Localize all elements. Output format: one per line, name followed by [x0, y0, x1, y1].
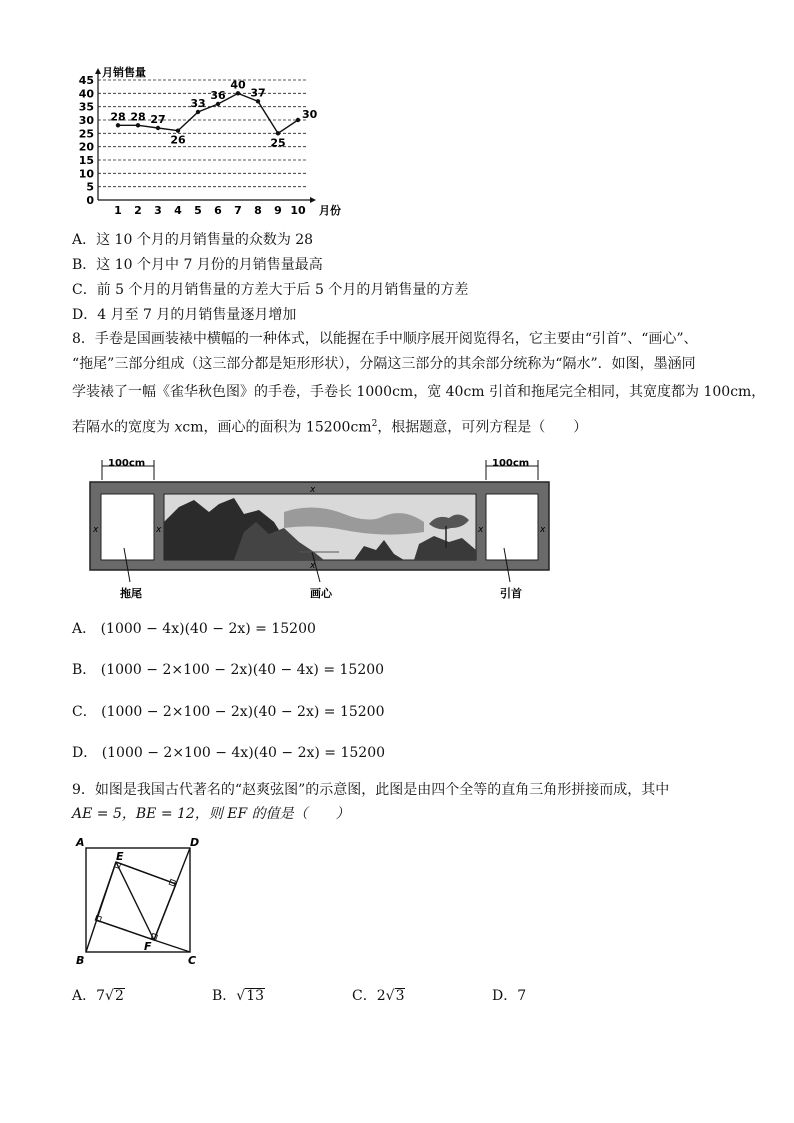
- data-label-3: 27: [150, 113, 166, 126]
- point-a: A: [76, 836, 85, 849]
- q8-option-b: [72, 661, 384, 679]
- q8-stem-4c: ，根据题意，可列方程是（ ）: [377, 419, 588, 436]
- label-huaxin: 画心: [310, 587, 332, 600]
- x-tick-9: 9: [274, 204, 282, 217]
- data-point-7: [236, 91, 240, 95]
- data-point-10: [296, 118, 300, 122]
- x-tick-10: 10: [290, 204, 306, 217]
- y-tick-45: 45: [78, 74, 94, 87]
- monthly-sales-line-chart: [66, 64, 356, 224]
- q9-option-a: A．7√2: [72, 988, 124, 1004]
- huaxin-painting: [164, 494, 476, 560]
- q8-option-d-expr: (1000 − 2×100 − 4x)(40 − 2x) = 15200: [101, 745, 386, 761]
- data-point-3: [156, 126, 160, 130]
- label-yinshou: 引首: [500, 587, 522, 600]
- q7-option-a: A．这 10 个月的月销售量的众数为 28: [72, 232, 314, 248]
- label-tuowei: 拖尾: [120, 587, 142, 600]
- q8-sup: 2: [371, 419, 378, 429]
- y-tick-20: 20: [78, 140, 94, 154]
- x-mark-top: x: [310, 485, 316, 495]
- dim-right-label: 100cm: [492, 458, 530, 469]
- q9-option-a-rad: 2: [114, 988, 124, 1004]
- data-label-7: 40: [230, 78, 246, 92]
- data-label-4: 26: [170, 133, 186, 147]
- q9-option-b: B．√13: [212, 988, 265, 1004]
- q9-option-d: [492, 985, 526, 1005]
- q8-stem-line-4: [72, 415, 587, 437]
- q9-option-b-rad: 13: [246, 988, 265, 1004]
- data-label-9: 25: [270, 136, 286, 150]
- data-label-10: 30: [302, 108, 318, 121]
- y-tick-35: 35: [78, 100, 94, 114]
- q8-stem-line-2: “拖尾”三部分组成（这三部分都是矩形形状），分隔这三部分的其余部分统称为“隔水”．如图，墨涵同: [72, 356, 696, 372]
- q9-option-c-coef: 2: [376, 988, 386, 1004]
- y-tick-5: 5: [86, 180, 94, 194]
- data-label-8: 37: [250, 86, 266, 100]
- y-tick-25: 25: [78, 127, 94, 141]
- q8-stem-4a: 若隔水的宽度为: [72, 419, 175, 436]
- handscroll-figure: [84, 452, 564, 602]
- q8-option-b-expr: (1000 − 2×100 − 2x)(40 − 4x) = 15200: [100, 662, 385, 678]
- point-d: D: [190, 836, 200, 849]
- y-tick-40: 40: [78, 87, 94, 101]
- data-point-2: [136, 123, 140, 127]
- yinshou-panel: [486, 494, 538, 560]
- q9-option-c-letter: C．: [352, 988, 377, 1004]
- q9-stem-line-2: AE = 5，BE = 12，则 EF 的值是（ ）: [72, 806, 350, 822]
- data-label-2: 28: [130, 110, 146, 124]
- x-tick-1: 1: [114, 204, 122, 217]
- x-tick-6: 6: [214, 204, 222, 217]
- x-tick-7: 7: [234, 204, 242, 217]
- q9-option-a-coef: 7: [96, 988, 106, 1004]
- data-label-5: 33: [190, 97, 206, 110]
- q8-stem-4b: cm，画心的面积为 15200cm: [182, 419, 372, 436]
- point-c: C: [188, 954, 197, 967]
- x-mark-left-outer: x: [93, 525, 99, 535]
- chart-data-labels: [110, 78, 317, 149]
- q8-option-c-expr: (1000 − 2×100 − 2x)(40 − 2x) = 15200: [101, 704, 385, 720]
- y-tick-0: 0: [86, 194, 94, 207]
- q7-option-b: B．这 10 个月中 7 月份的月销售量最高: [72, 257, 323, 273]
- q8-option-b-letter: B．: [72, 662, 97, 678]
- q8-stem-line-3: 学装裱了一幅《雀华秋色图》的手卷，手卷长 1000cm，宽 40cm 引首和拖尾完全相同，其宽度都为 100cm，: [72, 384, 766, 400]
- x-tick-4: 4: [174, 204, 182, 217]
- data-point-1: [116, 123, 120, 127]
- data-point-8: [256, 99, 260, 103]
- q7-option-d: D．4 月至 7 月的月销售量逐月增加: [72, 307, 297, 323]
- q9-stem-line-1: 9．如图是我国古代著名的“赵爽弦图”的示意图，此图是由四个全等的直角三角形拼接而成，其中: [72, 782, 670, 798]
- x-tick-5: 5: [194, 204, 202, 217]
- q8-option-d: [72, 744, 385, 762]
- chart-grid: [98, 80, 306, 187]
- data-point-5: [196, 110, 200, 114]
- x-mark-left-inner: x: [156, 525, 162, 535]
- chart-x-axis-label: 月份: [319, 204, 341, 217]
- q8-option-d-letter: D．: [72, 745, 98, 761]
- y-tick-30: 30: [78, 114, 94, 127]
- y-axis-arrow: [95, 68, 101, 74]
- q8-option-c: [72, 703, 385, 721]
- x-axis-arrow: [310, 197, 316, 203]
- x-tick-3: 3: [154, 204, 162, 217]
- dim-left-label: 100cm: [108, 458, 146, 469]
- data-point-9: [276, 131, 280, 135]
- q7-option-c: C．前 5 个月的月销售量的方差大于后 5 个月的月销售量的方差: [72, 282, 469, 298]
- data-point-4: [176, 128, 180, 132]
- tuowei-panel: [101, 494, 154, 560]
- q8-option-a: [72, 620, 316, 638]
- q9-option-c-rad: 3: [395, 988, 405, 1004]
- q8-stem-line-1: 8．手卷是国画装裱中横幅的一种体式，以能握在手中顺序展开阅览得名，它主要由“引首”、“画心”、: [72, 331, 698, 347]
- x-tick-2: 2: [134, 204, 142, 217]
- x-mark-bottom: x: [310, 561, 316, 571]
- point-f: F: [144, 940, 152, 953]
- data-label-1: 28: [110, 110, 126, 124]
- q9-option-d-letter: D．: [492, 988, 518, 1004]
- point-e: E: [116, 850, 124, 863]
- zhao-shuang-diagram: [72, 834, 202, 969]
- q9-option-d-coef: 7: [517, 988, 527, 1004]
- q9-option-b-letter: B．: [212, 988, 237, 1004]
- q8-option-a-letter: A．: [72, 621, 97, 637]
- y-tick-10: 10: [78, 167, 94, 181]
- x-mark-right-inner: x: [478, 525, 484, 535]
- q8-option-c-letter: C．: [72, 704, 97, 720]
- y-tick-15: 15: [78, 154, 94, 167]
- chart-y-axis-label: 月销售量: [102, 66, 146, 79]
- x-mark-right-outer: x: [540, 525, 546, 535]
- q9-option-c: C．2√3: [352, 988, 405, 1004]
- point-b: B: [76, 954, 85, 967]
- data-point-6: [216, 102, 220, 106]
- data-label-6: 36: [210, 89, 226, 102]
- q8-var-x: x: [174, 419, 183, 436]
- x-tick-8: 8: [254, 204, 262, 217]
- q9-option-a-letter: A．: [72, 988, 97, 1004]
- q8-option-a-expr: (1000 − 4x)(40 − 2x) = 15200: [100, 621, 316, 637]
